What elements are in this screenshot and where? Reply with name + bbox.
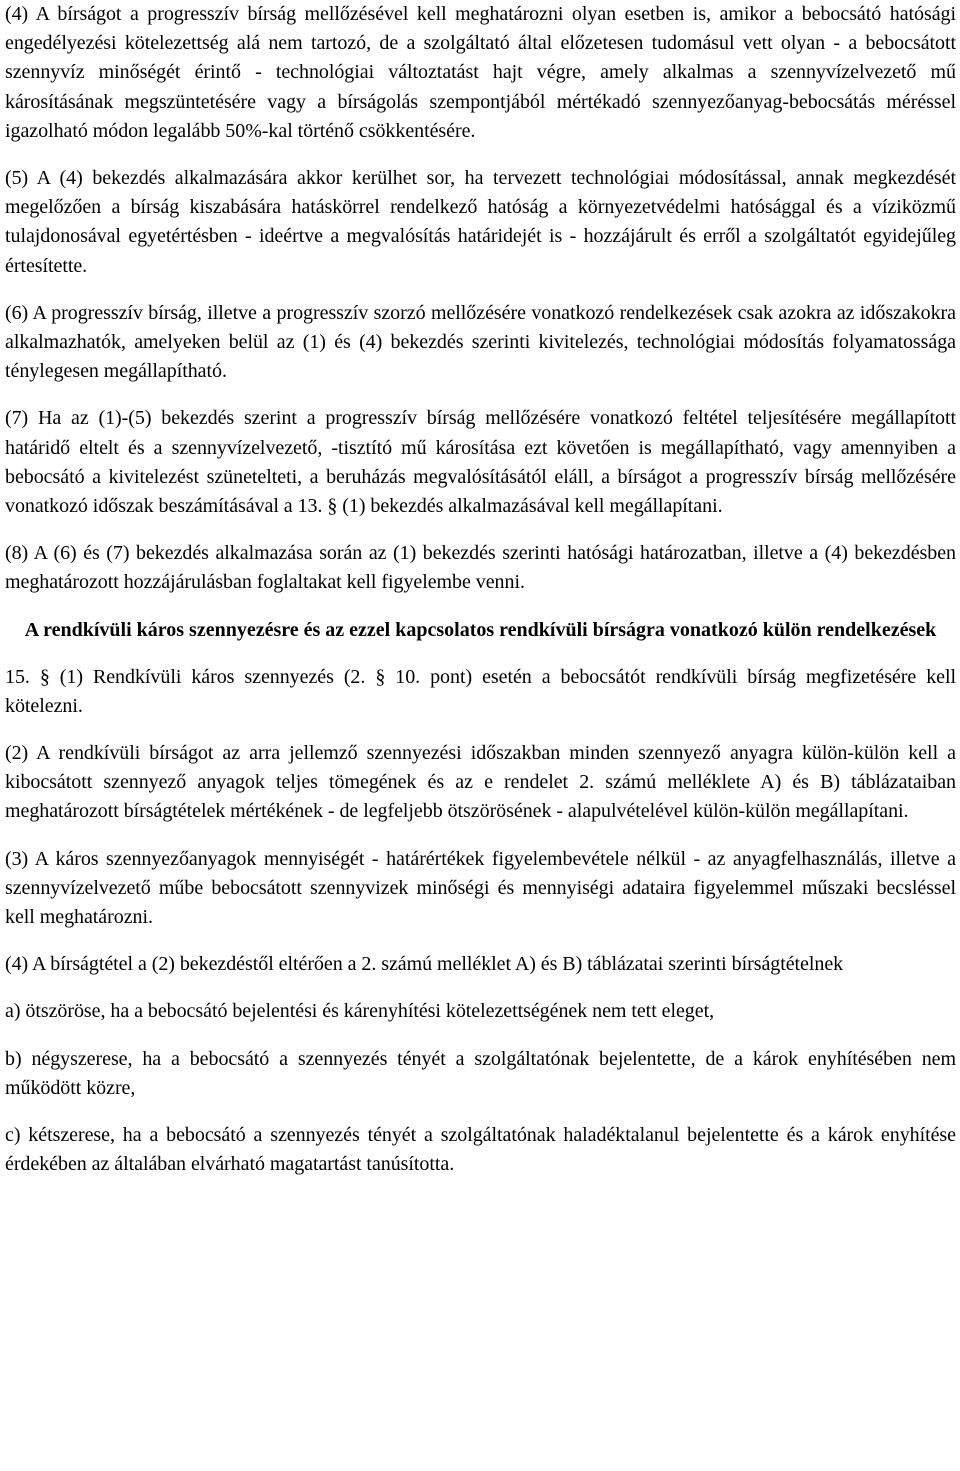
- paragraph-15-3: (3) A káros szennyezőanyagok mennyiségét - határértékek figyelembevétele nélkül - az anyagfelhasználás, illetve a szennyvízelvezető műbe bebocsátott szennyvizek minőségi és mennyiségi adataira figyelemmel műszaki becsléssel kell meghatározni.: [5, 847, 956, 929]
- list-item-a: a) ötszöröse, ha a bebocsátó bejelentési és kárenyhítési kötelezettségének nem tett eleget,: [5, 1000, 715, 1023]
- paragraph-14-6: (6) A progresszív bírság, illetve a progresszív szorzó mellőzésére vonatkozó rendelkezések csak azokra az időszakokra alkalmazhatók, amelyeken belül az (1) és (4) bekezdés szerinti kivitelezés, technológiai módosítás folyamatossága ténylegesen megállapítható.: [5, 301, 956, 383]
- paragraph-15-4: (4) A bírságtétel a (2) bekezdéstől eltérően a 2. számú melléklet A) és B) táblázatai szerinti bírságtételnek: [5, 953, 844, 976]
- paragraph-15-1: 15. § (1) Rendkívüli káros szennyezés (2. § 10. pont) esetén a bebocsátót rendkívüli bírság megfizetésére kell kötelezni.: [5, 665, 956, 717]
- paragraph-15-2: (2) A rendkívüli bírságot az arra jellemző szennyezési időszakban minden szennyező anyagra külön-külön kell a kibocsátott szennyező anyagok teljes tömegének és az e rendelet 2. számú melléklete A) és B) táblázataiban meghatározott bírságtételek mértékének - de legfeljebb ötszörösének - alapulvételével külön-külön megállapítani.: [5, 742, 956, 823]
- paragraph-14-4: (4) A bírságot a progresszív bírság mellőzésével kell meghatározni olyan esetben is, amikor a bebocsátó hatósági engedélyezési kötelezettség alá nem tartozó, de a szolgáltató által előzetesen tudomásul vett olyan - a bebocsátott szennyvíz minőségét érintő - technológiai változtatást hajt végre, amely alkalmas a szennyvízelvezető mű károsításának megszüntetésére vagy a bírságolás szempontjából mértékadó szennyezőanyag-bebocsátás méréssel igazolható módon legalább 50%-kal történő csökkentésére.: [5, 3, 956, 142]
- paragraph-14-8: (8) A (6) és (7) bekezdés alkalmazása során az (1) bekezdés szerinti hatósági határozatban, illetve a (4) bekezdésben meghatározott hozzájárulásban foglaltakat kell figyelembe venni.: [5, 542, 956, 594]
- paragraph-14-7: (7) Ha az (1)-(5) bekezdés szerint a progresszív bírság mellőzésére vonatkozó feltétel teljesítésére megállapított határidő eltelt és a szennyvízelvezető, -tisztító mű károsítása ezt követően is megállapítható, vagy amennyiben a bebocsátó a kivitelezést szünetelteti, a beruházás megvalósításától eláll, a bírságot a progresszív bírság mellőzésére vonatkozó időszak beszámításával a 13. § (1) bekezdés alkalmazásával kell megállapítani.: [5, 407, 956, 518]
- list-item-c: c) kétszerese, ha a bebocsátó a szennyezés tényét a szolgáltatónak haladéktalanul bejelentette és a károk enyhítése érdekében az általában elvárható magatartást tanúsította.: [5, 1124, 956, 1176]
- list-item-b: b) négyszerese, ha a bebocsátó a szennyezés tényét a szolgáltatónak bejelentette, de a károk enyhítésében nem működött közre,: [5, 1047, 956, 1099]
- section-heading: A rendkívüli káros szennyezésre és az ezzel kapcsolatos rendkívüli bírságra vonatkozó külön rendelkezések: [24, 618, 937, 641]
- paragraph-14-5: (5) A (4) bekezdés alkalmazására akkor kerülhet sor, ha tervezett technológiai módosítással, annak megkezdését megelőzően a bírság kiszabására hatáskörrel rendelkező hatóság a környezetvédelmi hatósággal és a víziközmű tulajdonosával egyetértésben - ideértve a megvalósítás határidejét is - hozzájárult és erről a szolgáltatót egyidejűleg értesítette.: [5, 167, 956, 277]
